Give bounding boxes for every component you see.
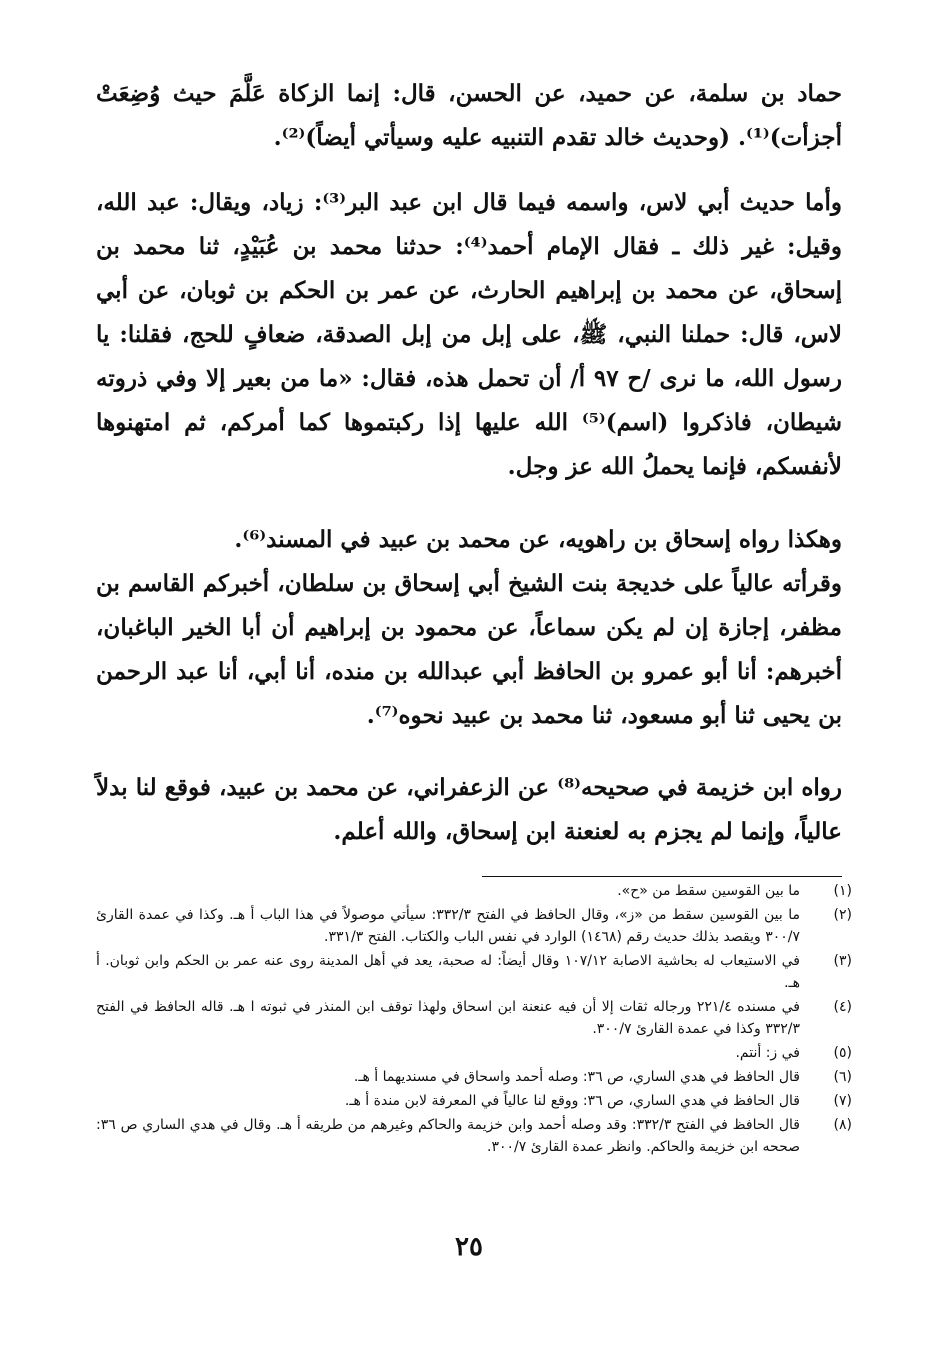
paragraph-text: وأما حديث أبي لاس، واسمه فيما قال ابن عبد البر⁽³⁾: زياد، ويقال: عبد الله، وقيل: غير ذلك ـ فقال الإمام أحمد⁽⁴⁾: حدثنا محمد بن عُبَيْدٍ، ثنا محمد بن إسحاق، عن محمد بن إبراهيم الحارث، عن عمر بن الحكم بن ثوبان، عن أبي لاس، قال: حملنا النبي، ﷺ، على إبل من إبل الصدقة، ضعافٍ للحج، فقلنا: يا رسول الله، ما نرى /ح ٩٧ أ/ أن تحمل هذه، فقال: «ما من بعير إلا وفي ذروته شيطان، فاذكروا (اسم)⁽⁵⁾ الله عليها إذا ركبتموها كما أمركم، ثم امتهنوها لأنفسكم، فإنما يحملُ الله عز وجل. [96, 189, 843, 480]
footnote-text: في مسنده ٢٢١/٤ ورجاله ثقات إلا أن فيه عنعنة ابن اسحاق ولهذا توقف ابن المنذر في ثبوته ا هـ. قاله الحافظ في الفتح ٣٣٢/٣ وكذا في عمدة القارئ ٣٠٠/٧. [96, 999, 800, 1037]
footnote-text: قال الحافظ في هدي الساري، ص ٣٦: وصله أحمد واسحاق في مسنديهما أ هـ. [353, 1069, 800, 1085]
footnote-text: ما بين القوسين سقط من «ز»، وقال الحافظ في الفتح ٣٣٢/٣: سيأتي موصولاً في هذا الباب أ هـ. وكذا في عمدة القارئ ٣٠٠/٧ ويقصد بذلك حديث رقم (١٤٦٨) الوارد في نفس الباب والكتاب. الفتح ٣٣١/٣. [96, 907, 800, 945]
paragraph-text: وهكذا رواه إسحاق بن راهويه، عن محمد بن عبيد في المسند⁽⁶⁾. [234, 526, 842, 553]
footnote-number: (٧) [833, 1093, 852, 1109]
footnote-number: (٤) [833, 999, 852, 1015]
footnote-item [96, 1042, 852, 1064]
footnote-item [96, 904, 852, 948]
footnote-item [96, 880, 852, 902]
paragraph-text: حماد بن سلمة، عن حميد، عن الحسن، قال: إنما الزكاة عَلَّمَ حيث وُضِعَتْ أجزأت)⁽¹⁾. (وحديث خالد تقدم التنبيه عليه وسيأتي أيضاً)⁽²⁾. [96, 80, 842, 151]
footnote-number: (٨) [833, 1117, 852, 1133]
footnote-text: ما بين القوسين سقط من «ح». [617, 883, 800, 899]
footnote-item [96, 1114, 852, 1158]
footnote-item [96, 1090, 852, 1112]
paragraph-text: رواه ابن خزيمة في صحيحه⁽⁸⁾ عن الزعفراني، عن محمد بن عبيد، فوقع لنا بدلاً عالياً، وإنما لم يجزم به لعنعنة ابن إسحاق، والله أعلم. [96, 774, 842, 845]
footnote-number: (٢) [833, 907, 852, 923]
footnote-number: (١) [833, 883, 852, 899]
footnote-item [96, 950, 852, 994]
footnote-item [96, 996, 852, 1040]
paragraph-3 [96, 518, 842, 562]
footnote-text: في الاستيعاب له بحاشية الاصابة ١٠٧/١٢ وقال أيضاً: له صحبة، يعد في أهل المدينة روى عنه عمر بن الحكم وابن ثوبان. أ هـ. [96, 953, 800, 991]
footnote-number: (٥) [833, 1045, 852, 1061]
footnote-text: في ز: أنتم. [735, 1045, 800, 1061]
paragraph-4 [96, 562, 842, 738]
footnote-item [96, 1066, 852, 1088]
footnote-text: قال الحافظ في الفتح ٣٣٢/٣: وقد وصله أحمد وابن خزيمة والحاكم وغيرهم من طريقه أ هـ. وقال في هدي الساري ص ٣٦: صححه ابن خزيمة والحاكم. وانظر عمدة القارئ ٣٠٠/٧. [96, 1117, 801, 1155]
paragraph-2 [96, 181, 842, 489]
paragraph-text: وقرأته عالياً على خديجة بنت الشيخ أبي إسحاق بن سلطان، أخبركم القاسم بن مظفر، إجازة إن لم يكن سماعاً، عن محمود بن إبراهيم أن أبا الخير الباغبان، أخبرهم: أنا أبو عمرو بن الحافظ أبي عبدالله بن منده، أنا أبي، أنا عبد الرحمن بن يحيى ثنا أبو مسعود، ثنا محمد بن عبيد نحوه⁽⁷⁾. [96, 570, 842, 729]
footnote-number: (٣) [833, 953, 852, 969]
footnotes [96, 880, 852, 1160]
page-number: ٢٥ [455, 1232, 483, 1262]
footnote-number: (٦) [833, 1069, 852, 1085]
footnote-text: قال الحافظ في هدي الساري، ص ٣٦: ووقع لنا عالياً في المعرفة لابن مندة أ هـ. [344, 1093, 800, 1109]
paragraph-5 [96, 766, 842, 854]
paragraph-1 [96, 72, 842, 160]
footnote-divider [482, 876, 842, 877]
